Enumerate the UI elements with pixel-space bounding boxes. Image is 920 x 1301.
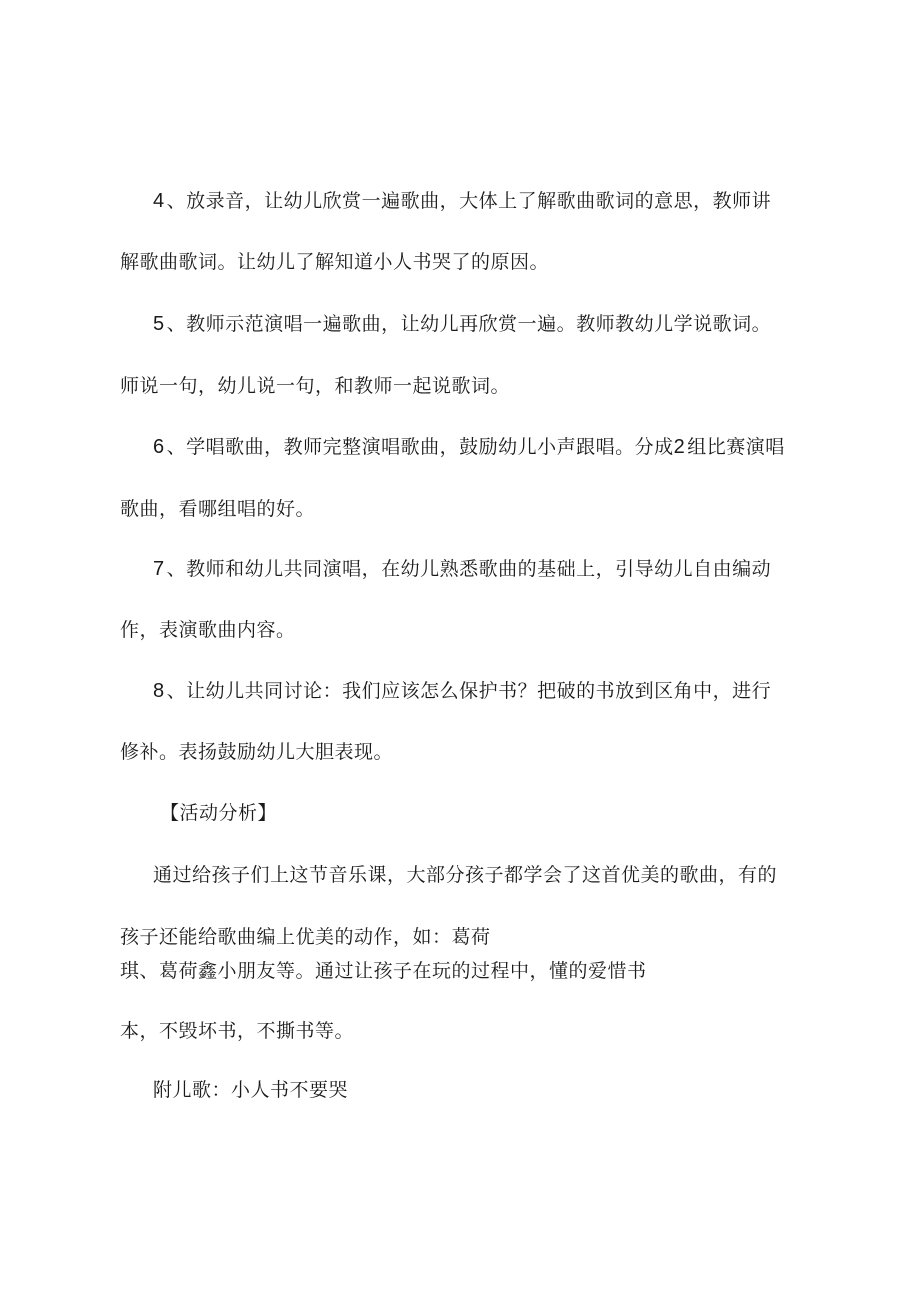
section-heading: 【活动分析】 <box>160 802 278 824</box>
paragraph-6-text-a: 、学唱歌曲，教师完整演唱歌曲，鼓励幼儿小声跟唱。分成 <box>166 436 674 458</box>
paragraph-7-line-2: 作，表演歌曲内容。 <box>120 619 296 641</box>
step-number-5: 5 <box>153 313 165 335</box>
analysis-line-1: 通过给孩子们上这节音乐课，大部分孩子都学会了这首优美的歌曲，有的 <box>153 864 778 886</box>
step-number-7: 7 <box>153 558 165 580</box>
paragraph-6-text-b: 组比赛演唱 <box>687 436 785 458</box>
paragraph-4-line-2: 解歌曲歌词。让幼儿了解知道小人书哭了的原因。 <box>120 251 550 273</box>
paragraph-7-line-1 <box>153 557 771 581</box>
paragraph-4-line-1 <box>153 189 771 213</box>
paragraph-7-text: 、教师和幼儿共同演唱，在幼儿熟悉歌曲的基础上，引导幼儿自由编动 <box>166 558 772 580</box>
appendix-title: 附儿歌：小人书不要哭 <box>153 1079 349 1101</box>
paragraph-6-line-2: 歌曲，看哪组唱的好。 <box>120 498 316 520</box>
group-count-number: 2 <box>673 436 686 458</box>
paragraph-8-line-2: 修补。表扬鼓励幼儿大胆表现。 <box>120 741 394 763</box>
analysis-line-4: 本，不毁坏书，不撕书等。 <box>120 1020 355 1042</box>
paragraph-5-line-2: 师说一句，幼儿说一句，和教师一起说歌词。 <box>120 375 511 397</box>
step-number-6: 6 <box>153 436 165 458</box>
paragraph-8-text: 、让幼儿共同讨论：我们应该怎么保护书？把破的书放到区角中，进行 <box>166 680 772 702</box>
step-number-4: 4 <box>153 190 165 212</box>
analysis-line-3: 琪、葛荷鑫小朋友等。通过让孩子在玩的过程中，懂的爱惜书 <box>120 960 647 982</box>
paragraph-8-line-1 <box>153 679 771 703</box>
paragraph-4-text: 、放录音，让幼儿欣赏一遍歌曲，大体上了解歌曲歌词的意思，教师讲 <box>166 190 772 212</box>
paragraph-5-line-1 <box>153 312 771 336</box>
analysis-line-2: 孩子还能给歌曲编上优美的动作，如：葛荷 <box>120 926 491 948</box>
paragraph-5-text: 、教师示范演唱一遍歌曲，让幼儿再欣赏一遍。教师教幼儿学说歌词。 <box>166 313 772 335</box>
step-number-8: 8 <box>153 680 165 702</box>
paragraph-6-line-1 <box>153 435 785 459</box>
